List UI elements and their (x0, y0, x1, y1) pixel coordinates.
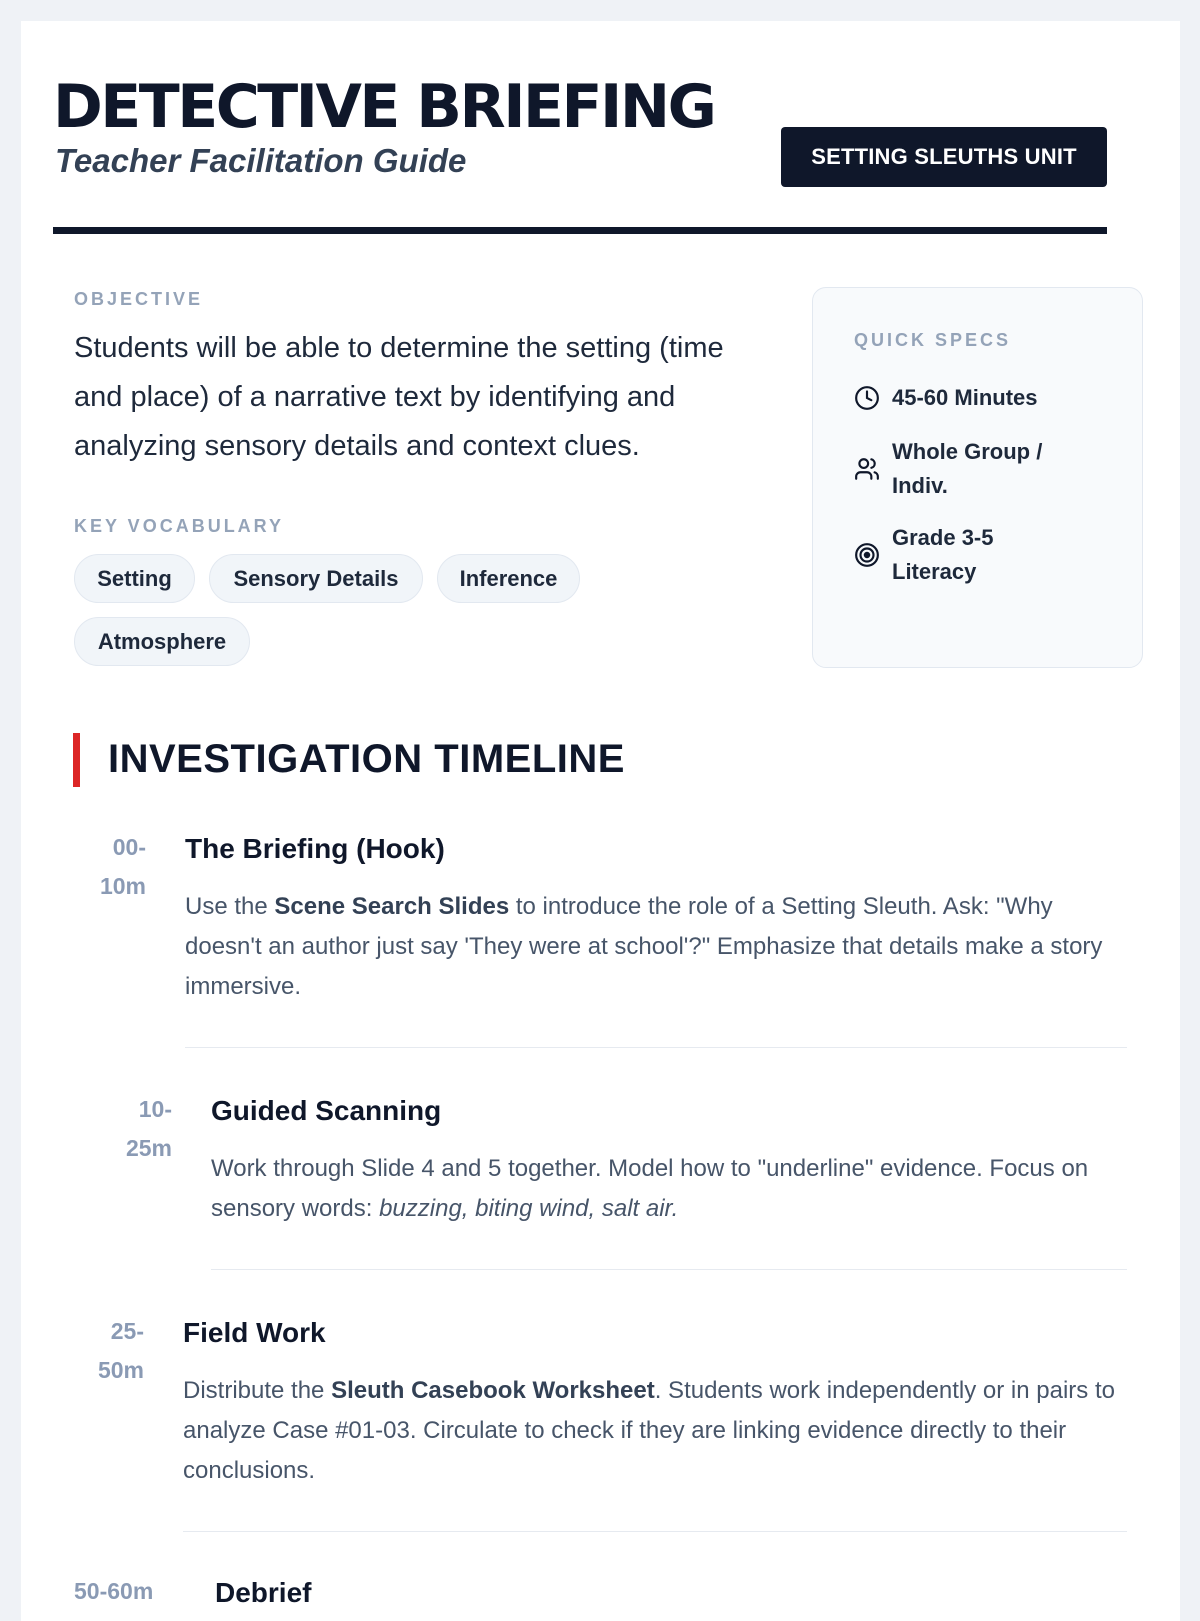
resource-name: Scene Search Slides (274, 893, 510, 920)
step-body-text: . Students work independently or in pairs to analyze Case #01-03. Circulate to check if they are linking evidence directly to their conclusions. (183, 1377, 1115, 1484)
objective-text: Students will be able to determine the setting (time and place) of a narrative text by identifying and analyzing sensory details and context clues. (74, 332, 724, 462)
spec-grade-text: Grade 3-5 Literacy (892, 525, 994, 584)
step-divider (211, 1269, 1127, 1270)
step-divider (183, 1531, 1127, 1532)
vocab-pill-atmosphere: Atmosphere (74, 617, 250, 666)
step-body-text: Use the (185, 893, 275, 920)
step-body (185, 887, 1130, 1007)
step-time-label: 25-50m (97, 1318, 144, 1383)
quick-specs-label: QUICK SPECS (854, 330, 1012, 350)
vocabulary-label: KEY VOCABULARY (74, 516, 285, 536)
page-subtitle: Teacher Facilitation Guide (55, 142, 467, 179)
spec-duration (854, 381, 1038, 415)
page-title: DETECTIVE BRIEFING (53, 72, 715, 142)
sensory-words: buzzing, biting wind, salt air. (379, 1195, 679, 1222)
step-title: Field Work (183, 1317, 326, 1348)
timeline-accent-bar (73, 733, 80, 787)
unit-badge: SETTING SLEUTHS UNIT (781, 127, 1107, 187)
step-time-label: 10-25m (125, 1096, 172, 1161)
step-time-label: 00-10m (99, 834, 146, 899)
clock-icon (854, 385, 880, 411)
step-body-text: Work through Slide 4 and 5 together. Model how to "underline" evidence. Focus on sensory words: (211, 1155, 1089, 1222)
page-header (53, 52, 1107, 234)
step-body (211, 1149, 1111, 1229)
spec-grouping-text: Whole Group / Indiv. (892, 439, 1043, 498)
vocab-pill-inference: Inference (437, 554, 580, 603)
timeline-title: INVESTIGATION TIMELINE (108, 737, 625, 781)
step-body (183, 1371, 1128, 1491)
spec-grade (854, 521, 1094, 589)
resource-name: Sleuth Casebook Worksheet (331, 1377, 655, 1404)
users-icon (854, 456, 880, 482)
step-time-label: 50-60m (74, 1578, 154, 1604)
vocab-pill-sensory-details: Sensory Details (209, 554, 423, 603)
step-body-text: to introduce the role of a Setting Sleuth. Ask: "Why doesn't an author just say 'They were at school'?" Emphasize that details make a story immersive. (185, 893, 1103, 1000)
vocab-pill-setting: Setting (74, 554, 195, 603)
quick-specs-panel (812, 287, 1143, 668)
step-title: Debrief (215, 1577, 312, 1608)
spec-grouping (854, 435, 1094, 503)
spec-duration-text: 45-60 Minutes (892, 385, 1038, 410)
target-icon (854, 542, 880, 568)
step-body-text: Distribute the (183, 1377, 332, 1404)
step-divider (185, 1047, 1127, 1048)
objective-label: OBJECTIVE (74, 289, 204, 309)
step-title: Guided Scanning (211, 1095, 442, 1126)
step-title: The Briefing (Hook) (185, 833, 445, 864)
